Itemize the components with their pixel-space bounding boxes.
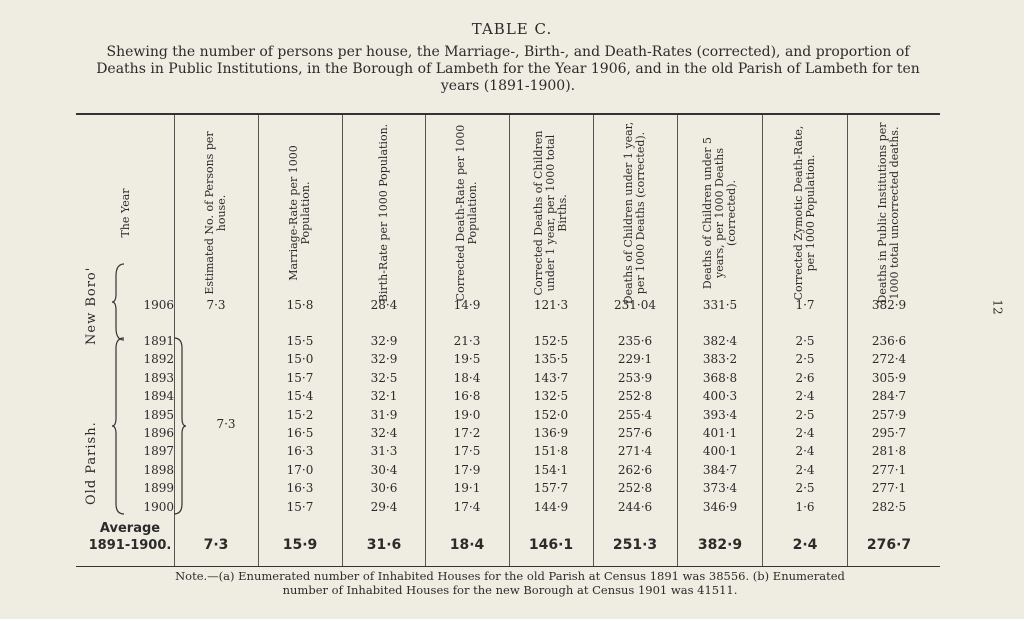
value-cell: 19·5 (453, 352, 481, 367)
old-parish-brace-left (112, 336, 126, 516)
table-subtitle: Shewing the number of persons per house, the Marriage-, Birth-, and Death-Rates (corrected), and proportion of Deaths in Public Institutions, in the Borough of Lambeth for the Year 1906, and in the old Parish of Lambeth for ten years (1891-1900). (96, 44, 920, 94)
average-value-cell: 146·1 (528, 537, 574, 553)
value-cell: 401·1 (702, 426, 738, 440)
value-cell: 30·6 (370, 481, 398, 496)
value-cell: 252·8 (617, 389, 653, 404)
persons-cell: 7·3 (216, 416, 236, 431)
value-cell: 257·6 (617, 426, 653, 440)
year-cell: 1897 (143, 444, 174, 459)
column-header (675, 118, 765, 308)
average-value-cell: 31·6 (366, 537, 402, 553)
value-cell: 2·5 (795, 407, 815, 422)
value-cell: 382·9 (871, 298, 907, 312)
column-header (339, 118, 429, 308)
average-value-cell: 251·3 (612, 537, 658, 553)
top-rule (76, 113, 940, 115)
page-number: 12 (990, 299, 1005, 315)
value-cell: 32·9 (370, 334, 398, 348)
value-cell: 31·9 (370, 407, 398, 422)
value-cell: 282·5 (871, 499, 907, 514)
value-cell: 15·0 (286, 352, 314, 367)
column-header-text: Corrected Zymotic Death-Rate, per 1000 Population. (792, 125, 817, 301)
footnote (90, 569, 930, 597)
column-header-text: Deaths of Children under 1 year, per 1000 Deaths (corrected). (622, 121, 647, 305)
column-header (590, 118, 680, 308)
value-cell: 1·6 (795, 499, 815, 514)
year-cell: 1898 (143, 462, 174, 477)
value-cell: 16·8 (453, 389, 481, 404)
value-cell: 384·7 (702, 462, 738, 477)
value-cell: 19·1 (453, 481, 481, 496)
value-cell: 32·9 (370, 352, 398, 367)
column-header (255, 118, 345, 308)
value-cell: 252·8 (617, 481, 653, 496)
value-cell: 229·1 (617, 352, 653, 367)
value-cell: 152·5 (533, 334, 569, 348)
value-cell: 393·4 (702, 407, 738, 422)
new-boro-brace (112, 262, 126, 342)
year-cell: 1894 (143, 389, 174, 404)
value-cell: 154·1 (533, 462, 569, 477)
value-cell: 281·8 (871, 444, 907, 459)
year-cell: 1893 (143, 370, 174, 385)
year-cell: 1892 (143, 352, 174, 367)
value-cell: 31·3 (370, 444, 398, 459)
value-cell: 151·8 (533, 444, 569, 459)
value-cell: 331·5 (702, 298, 738, 312)
value-cell: 32·4 (370, 426, 398, 440)
value-cell: 15·7 (286, 370, 314, 385)
value-cell: 32·1 (370, 389, 398, 404)
value-cell: 157·7 (533, 481, 569, 496)
value-cell: 2·5 (795, 481, 815, 496)
value-cell: 132·5 (533, 389, 569, 404)
value-cell: 152·0 (533, 407, 569, 422)
column-header-text: Deaths of Children under 5 years, per 1000 Deaths (corrected). (701, 136, 738, 290)
column-header-text: Deaths in Public Institutions per 1000 total uncorrected deaths. (876, 122, 901, 304)
value-cell: 2·4 (795, 462, 815, 477)
value-cell: 19·0 (453, 407, 481, 422)
column-header-text: Corrected Deaths of Children under 1 year, per 1000 total Births. (532, 130, 569, 296)
value-cell: 143·7 (533, 370, 569, 385)
value-cell: 262·6 (617, 462, 653, 477)
footnote-line-2: number of Inhabited Houses for the new Borough at Census 1901 was 41511. (282, 583, 738, 597)
value-cell: 2·4 (795, 444, 815, 459)
value-cell: 368·8 (702, 370, 738, 385)
value-cell: 272·4 (871, 352, 907, 367)
value-cell: 373·4 (702, 481, 738, 496)
value-cell: 255·4 (617, 407, 653, 422)
value-cell: 271·4 (617, 444, 653, 459)
column-header (506, 118, 596, 308)
value-cell: 17·9 (453, 462, 481, 477)
value-cell: 29·4 (370, 499, 398, 514)
column-header (171, 118, 261, 308)
value-cell: 295·7 (871, 426, 907, 440)
value-cell: 16·3 (286, 444, 314, 459)
value-cell: 136·9 (533, 426, 569, 440)
persons-cell: 7·3 (206, 298, 226, 312)
year-cell: 1896 (143, 426, 174, 440)
average-value-cell: 276·7 (866, 537, 912, 553)
value-cell: 16·5 (286, 426, 314, 440)
value-cell: 383·2 (702, 352, 738, 367)
year-cell: 1891 (143, 334, 174, 348)
value-cell: 2·5 (795, 352, 815, 367)
value-cell: 235·6 (617, 334, 653, 348)
value-cell: 135·5 (533, 352, 569, 367)
value-cell: 277·1 (871, 481, 907, 496)
column-header (844, 118, 934, 308)
average-value-cell: 15·9 (282, 537, 318, 553)
value-cell: 15·8 (286, 298, 314, 312)
year-cell: 1906 (143, 298, 174, 312)
year-cell: 1899 (143, 481, 174, 496)
value-cell: 277·1 (871, 462, 907, 477)
column-header-text: Marriage-Rate per 1000 Population. (287, 145, 312, 281)
value-cell: 144·9 (533, 499, 569, 514)
value-cell: 21·3 (453, 334, 481, 348)
average-label (80, 520, 180, 554)
value-cell: 121·3 (533, 298, 569, 312)
value-cell: 2·5 (795, 334, 815, 348)
value-cell: 15·4 (286, 389, 314, 404)
value-cell: 32·5 (370, 370, 398, 385)
column-header (760, 118, 850, 308)
year-cell: 1900 (143, 499, 174, 514)
column-header-text: The Year (119, 188, 132, 238)
value-cell: 16·3 (286, 481, 314, 496)
average-value-cell: 382·9 (697, 537, 743, 553)
value-cell: 15·7 (286, 499, 314, 514)
column-header-text: Birth-Rate per 1000 Population. (377, 123, 390, 303)
average-label-line-2: 1891-1900. (88, 538, 172, 553)
value-cell: 244·6 (617, 499, 653, 514)
average-value-cell: 18·4 (449, 537, 485, 553)
value-cell: 17·4 (453, 499, 481, 514)
value-cell: 231·04 (614, 298, 656, 312)
value-cell: 257·9 (871, 407, 907, 422)
value-cell: 382·4 (702, 334, 738, 348)
value-cell: 15·2 (286, 407, 314, 422)
new-boro-label: New Boro' (84, 266, 99, 345)
value-cell: 346·9 (702, 499, 738, 514)
value-cell: 2·4 (795, 426, 815, 440)
footnote-line-1: Note.—(a) Enumerated number of Inhabited Houses for the old Parish at Census 1891 was 38556. (b) Enumerated (175, 569, 845, 583)
average-label-line-1: Average (99, 521, 161, 536)
value-cell: 14·9 (453, 298, 481, 312)
value-cell: 400·3 (702, 389, 738, 404)
value-cell: 2·4 (795, 389, 815, 404)
value-cell: 17·5 (453, 444, 481, 459)
column-header-text: Estimated No. of Persons per house. (203, 131, 228, 295)
average-value-cell: 2·4 (792, 537, 818, 553)
value-cell: 28·4 (370, 298, 398, 312)
year-cell: 1895 (143, 407, 174, 422)
value-cell: 253·9 (617, 370, 653, 385)
bottom-rule (76, 566, 940, 567)
value-cell: 2·6 (795, 370, 815, 385)
value-cell: 284·7 (871, 389, 907, 404)
value-cell: 236·6 (871, 334, 907, 348)
value-cell: 400·1 (702, 444, 738, 459)
value-cell: 1·7 (795, 298, 815, 312)
value-cell: 30·4 (370, 462, 398, 477)
value-cell: 17·2 (453, 426, 481, 440)
value-cell: 305·9 (871, 370, 907, 385)
column-header-text: Corrected Death-Rate per 1000 Population. (454, 124, 479, 302)
column-header (422, 118, 512, 308)
old-parish-brace-right (174, 336, 188, 516)
old-parish-label: Old Parish. (84, 421, 99, 505)
table-title: TABLE C. (471, 20, 553, 38)
average-persons-cell: 7·3 (203, 537, 229, 553)
value-cell: 18·4 (453, 370, 481, 385)
value-cell: 15·5 (286, 334, 314, 348)
value-cell: 17·0 (286, 462, 314, 477)
